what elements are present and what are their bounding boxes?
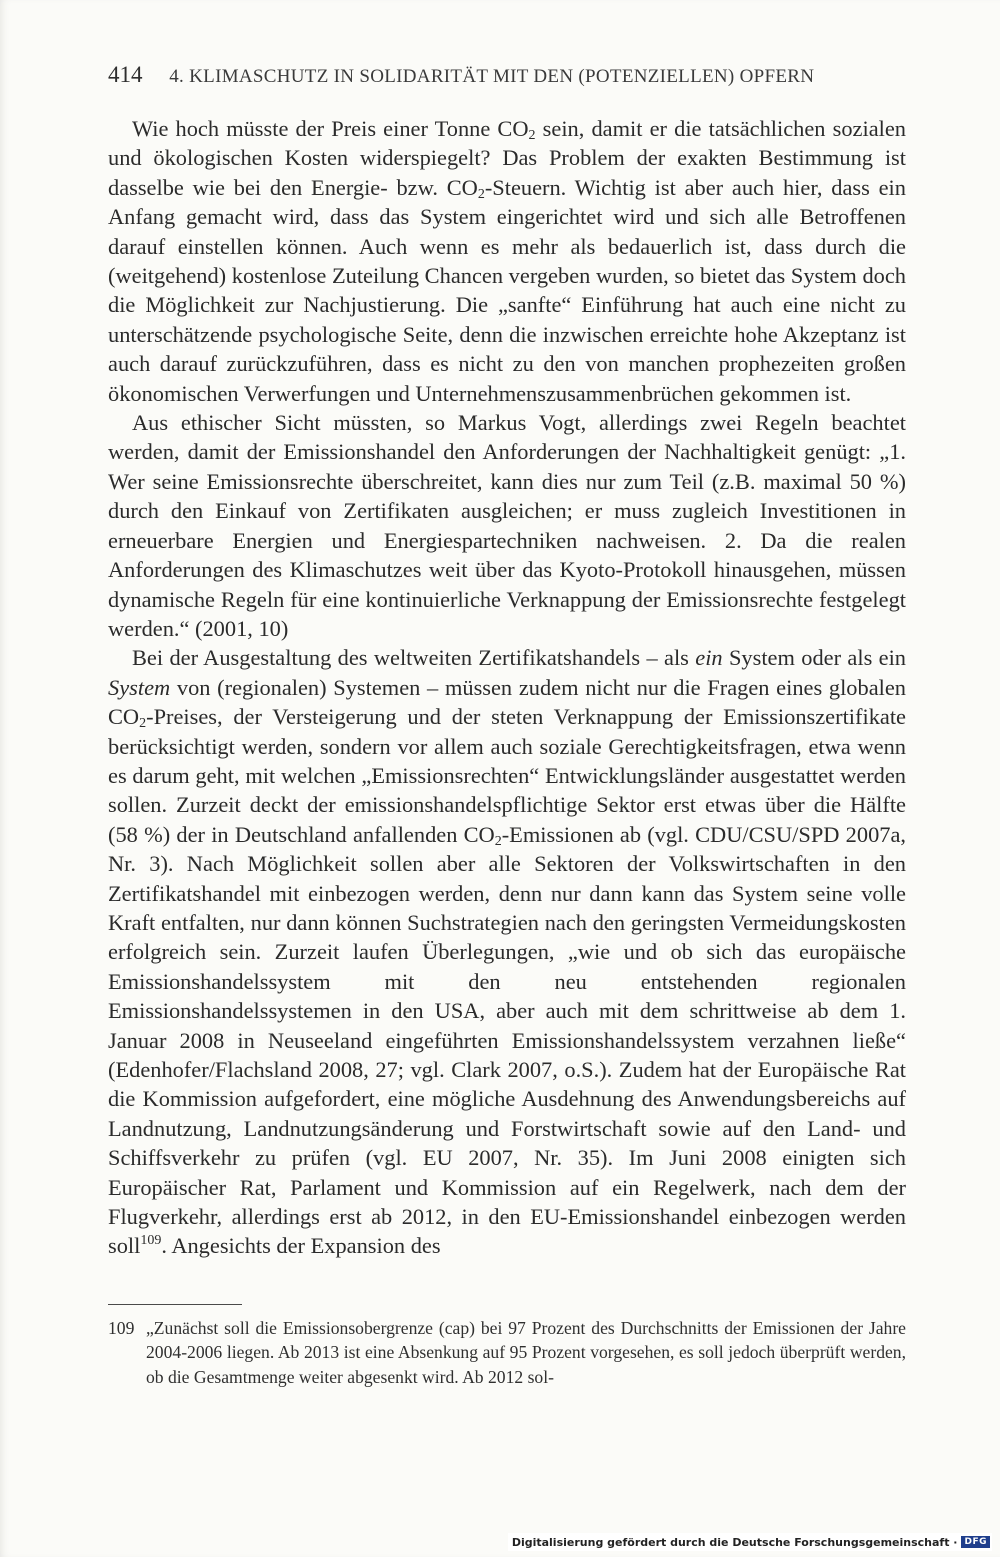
subscript: 2 (477, 186, 485, 202)
subscript: 2 (494, 833, 502, 849)
emphasis: ein (695, 645, 723, 671)
text-run: Bei der Ausgestaltung des weltweiten Zertifikatshandels – als (132, 645, 696, 671)
funding-note-text: Digitalisierung gefördert durch die Deutsche Forschungsgemeinschaft · (511, 1535, 958, 1549)
footnote-divider (108, 1304, 242, 1305)
text-run: Aus ethischer Sicht müssten, so Markus Vogt, allerdings zwei Regeln beachtet werden, damit der Emissionshandel den Anforderungen der Nachhaltigkeit genügt: „1. Wer seine Emissionsrechte überschreitet, kann dies nur zum Teil (z.B. maximal 50 %) durch den Einkauf von Zertifikaten ausgleichen; er muss zugleich Investitionen in erneuerbare Energien und Energiespartechniken nachweisen. 2. Da die realen Anforderungen des Klimaschutzes weit über das Kyoto-Protokoll hinausgehen, müssen dynamische Regeln für eine kontinuierliche Verknappung der Emissionsrechte festgelegt werden.“ (2001, 10) (108, 410, 906, 641)
subscript: 2 (528, 128, 536, 143)
text-run: -Emissionen ab (vgl. CDU/CSU/SPD 2007a, Nr. 3). Nach Möglichkeit sollen aber alle Sektoren der Volkswirtschaften in den Zertifikatshandel mit einbezogen werden, denn nur dann kann das System seine volle Kraft entfalten, nur dann können Suchstrategien nach den geringsten Vermeidungskosten erfolgreich sein. Zurzeit laufen Überlegungen, „wie und ob sich das europäische Emissionshandelssystem mit den neu entstehenden regionalen Emissionshandelssystemen in den USA, aber auch mit dem schrittweise ab dem 1. Januar 2008 in Neuseeland eingeführten Emissionshandelssystem verzahnen ließe“ (Edenhofer/Flachsland 2008, 27; vgl. Clark 2007, o.S.). Zudem hat der Europäische Rat die Kommission aufgefordert, eine mögliche Ausdehnung des Anwendungsbereichs auf Landnutzung, Landnutzungsänderung und Forstwirtschaft sowie auf den Land- und Schiffsverkehr zu prüfen (vgl. EU 2007, Nr. 35). Im Juni 2008 einigten sich Europäischer Rat, Parlament und Kommission auf ein Regelwerk, nach dem der Flugverkehr, allerdings erst ab 2012, in den EU-Emissionshandel einbezogen werden soll (108, 821, 906, 1259)
paragraph (108, 408, 906, 643)
dfg-logo: DFG (961, 1536, 990, 1548)
running-head (108, 62, 906, 88)
paragraph (108, 114, 906, 408)
text-run: Wie hoch müsste der Preis einer Tonne CO (132, 116, 529, 141)
subscript: 2 (139, 716, 147, 732)
footnote-text: „Zunächst soll die Emissionsobergrenze (cap) bei 97 Prozent des Durchschnitts der Emissionen der Jahre 2004-2006 liegen. Ab 2013 ist eine Absenkung auf 95 Prozent vorgesehen, es soll jedoch überprüft werden, ob die Gesamtmenge weiter abgesenkt wird. Ab 2012 sol- (146, 1318, 906, 1387)
funding-note (508, 1533, 992, 1551)
text-run: -Preises, der Versteigerung und der steten Verknappung der Emissionszertifikate berücksichtigt werden, sondern vor allem auch soziale Gerechtigkeitsfragen, etwa wenn es darum geht, mit welchen „Emissionsrechten“ Entwicklungsländer ausgestattet werden sollen. Zurzeit deckt der emissionshandelspflichtige Sektor erst etwas über die Hälfte (58 %) der in Deutschland anfallenden CO (108, 704, 906, 847)
text-run: -Steuern. Wichtig ist aber auch hier, dass ein Anfang gemacht wird, dass das System eingerichtet wird und sich alle Betroffenen darauf einstellen können. Auch wenn es mehr als bedauerlich ist, dass durch die (weitgehend) kostenlose Zuteilung Chancen vergeben wurden, so bietet das System doch die Möglichkeit zur Nachjustierung. Die „sanfte“ Einführung hat auch eine nicht zu unterschätzende psychologische Seite, denn die inzwischen erreichte hohe Akzeptanz ist auch darauf zurückzuführen, dass es nicht zu den von manchen prophezeiten großen ökonomischen Verwerfungen und Unternehmenszusammenbrüchen gekommen ist. (108, 174, 906, 406)
body-text (108, 114, 906, 1261)
paragraph (108, 643, 906, 1261)
footnote-ref: 109 (140, 1233, 162, 1249)
text-run: sein, damit er die tatsächlichen sozialen und ökologischen Kosten widerspiegelt? Das Problem der exakten Bestimmung ist dasselbe wie bei den Energie- bzw. CO (108, 116, 906, 200)
emphasis: System (108, 674, 171, 700)
footnote-number: 109 (108, 1318, 135, 1338)
text-run: von (regionalen) Systemen – müssen zudem nicht nur die Fragen eines globalen CO (108, 674, 906, 730)
page-number: 414 (108, 62, 143, 87)
text-run: . Angesichts der Expansion des (161, 1233, 441, 1259)
footnote-109 (108, 1316, 906, 1389)
text-run: System oder als ein (722, 645, 906, 671)
chapter-title: 4. KLIMASCHUTZ IN SOLIDARITÄT MIT DEN (POTENZIELLEN) OPFERN (169, 66, 815, 87)
